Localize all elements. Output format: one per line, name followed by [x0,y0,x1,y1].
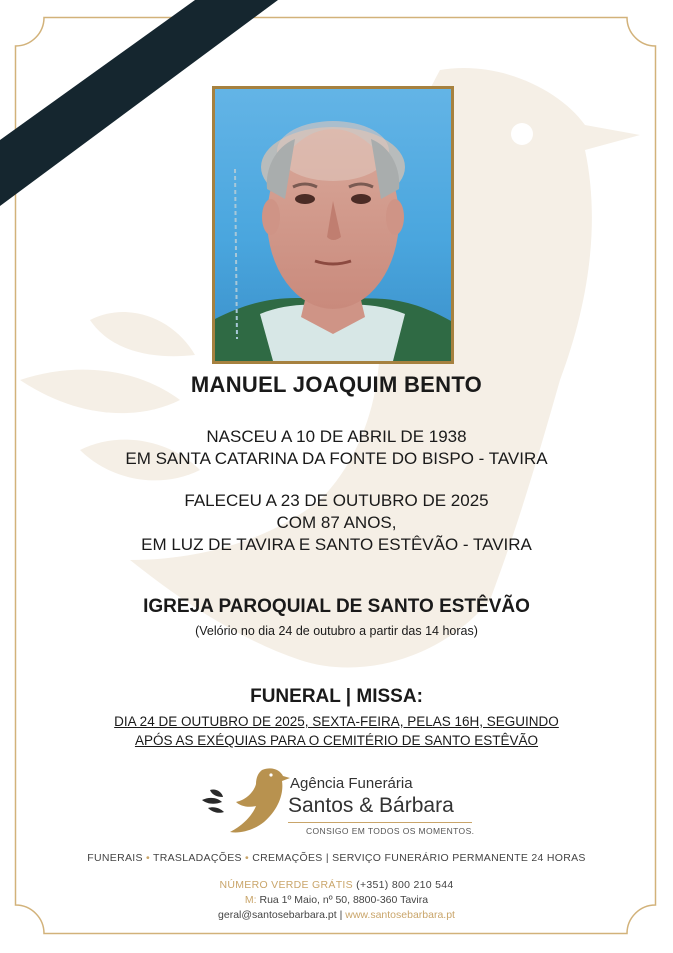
website-link[interactable]: www.santosebarbara.pt [345,909,455,921]
phone-label: NÚMERO VERDE GRÁTIS [219,879,353,891]
age: COM 87 ANOS, [276,513,397,532]
separator-bar: | [325,852,333,864]
agency-name: Santos & Bárbara [288,794,454,817]
wake-info: (Velório no dia 24 de outubro a partir das 14 horas) [195,624,478,638]
deceased-name: MANUEL JOAQUIM BENTO [190,372,483,397]
services-list [0,852,673,864]
contact-line [0,909,673,921]
separator-dot: • [245,852,253,864]
separator-bar: | [339,909,346,921]
agency-line-1: Agência Funerária [290,775,413,792]
phone-number[interactable]: (+351) 800 210 544 [356,879,454,891]
separator-dot: • [146,852,154,864]
funeral-title: FUNERAL | MISSA: [250,686,423,707]
email-link[interactable]: geral@santosebarbara.pt [218,909,337,921]
service-transfers: TRASLADAÇÕES [153,852,242,864]
portrait-photo [212,86,454,364]
church-name: IGREJA PAROQUIAL DE SANTO ESTÊVÃO [143,596,530,617]
address: Rua 1º Maio, nº 50, 8800-360 Tavira [259,894,429,906]
agency-divider [288,822,472,823]
birth-date: NASCEU A 10 DE ABRIL DE 1938 [206,427,467,446]
service-funerals: FUNERAIS [87,852,143,864]
funeral-details [0,712,673,750]
birth-place: EM SANTA CATARINA DA FONTE DO BISPO - TAVIRA [125,449,548,468]
death-info [0,490,673,556]
birth-info [0,426,673,470]
address-label: M: [244,894,257,906]
funeral-line-1: DIA 24 DE OUTUBRO DE 2025, SEXTA-FEIRA, PELAS 16H, SEGUINDO [114,714,559,729]
phone-line [0,879,673,891]
agency-tagline: CONSIGO EM TODOS OS MOMENTOS. [306,826,475,836]
service-permanent: SERVIÇO FUNERÁRIO PERMANENTE 24 HORAS [332,852,586,864]
address-line [0,894,673,906]
death-date: FALECEU A 23 DE OUTUBRO DE 2025 [184,491,489,510]
portrait-illustration [215,89,451,361]
death-place: EM LUZ DE TAVIRA E SANTO ESTÊVÃO - TAVIRA [141,535,532,554]
funeral-line-2: APÓS AS EXÉQUIAS PARA O CEMITÉRIO DE SANTO ESTÊVÃO [134,733,539,748]
service-cremations: CREMAÇÕES [252,852,323,864]
